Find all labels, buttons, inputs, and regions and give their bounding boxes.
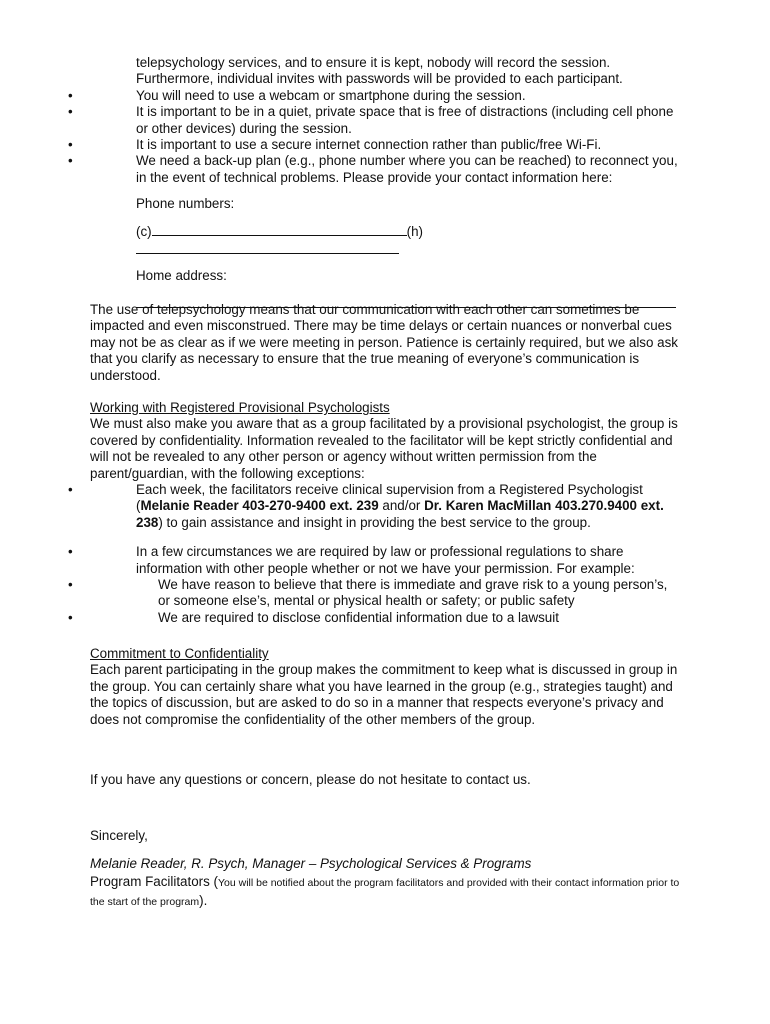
list-item: • You will need to use a webcam or smartphone during the session. xyxy=(90,88,682,104)
phone-fields-row xyxy=(136,223,682,258)
sub-list-item: • We are required to disclose confidential information due to a lawsuit xyxy=(90,610,682,626)
list-item: • It is important to use a secure internet connection rather than public/free Wi-Fi. xyxy=(90,137,682,153)
home-phone-label: (h) xyxy=(406,224,423,240)
telepsychology-paragraph: The use of telepsychology means that our communication with each other can sometimes be impacted and even misconstrued. There may be time delays or certain nuances or nonverbal cues may not be as clear as if we were meeting in person. Patience is certainly required, but we also ask that you clarify as necessary to ensure that the true meaning of everyone’s communication is understood. xyxy=(90,302,678,383)
list-item-supervision: • Each week, the facilitators receive clinical supervision from a Registered Psychologist (Melanie Reader 403-270-9400 ext. 239 and/or Dr. Karen MacMillan 403.270.9400 ext. 238) to gain assistance and insight in providing the best service to the group. xyxy=(90,482,682,531)
closing-salutation: Sincerely, xyxy=(90,828,148,843)
sub-list-item: • We have reason to believe that there is immediate and grave risk to a young person’s, or someone else’s, mental or physical health or safety; or public safety xyxy=(90,577,682,610)
section-heading: Working with Registered Provisional Psychologists xyxy=(90,400,390,415)
provisional-psychologists-section xyxy=(90,400,682,626)
signature-line: Melanie Reader, R. Psych, Manager – Psychological Services & Programs xyxy=(90,856,532,871)
list-item: • It is important to be in a quiet, private space that is free of distractions (including cell phone or other devices) during the session. xyxy=(90,104,682,137)
telepsychology-requirements-list xyxy=(90,55,682,186)
section-body: We must also make you aware that as a group facilitated by a provisional psychologist, the group is covered by confidentiality. Information revealed to the facilitator will be kept strictly confidential and will not be revealed to any other person or agency without written permission from the parent/guardian, with the following exceptions: xyxy=(90,416,678,481)
contact-form xyxy=(90,196,682,312)
section-heading: Commitment to Confidentiality xyxy=(90,646,269,661)
questions-paragraph: If you have any questions or concern, please do not hesitate to contact us. xyxy=(90,772,531,787)
program-facilitators-note: Program Facilitators (You will be notified about the program facilitators and provided with their contact information prior to the start of the program). xyxy=(90,874,680,908)
home-address-label: Home address: xyxy=(136,268,227,284)
contact-melanie-reader: Melanie Reader 403-270-9400 ext. 239 xyxy=(140,498,379,514)
contact-karen-macmillan: Dr. Karen MacMillan 403.270.9400 ext. 238 xyxy=(136,498,664,530)
exceptions-list xyxy=(90,482,682,626)
cell-phone-label: (c) xyxy=(136,224,152,240)
list-item: • We need a back-up plan (e.g., phone number where you can be reached) to reconnect you, in the event of technical problems. Please provide your contact information here: xyxy=(90,153,682,186)
phone-numbers-label: Phone numbers: xyxy=(136,196,235,211)
cell-phone-field[interactable] xyxy=(152,223,407,236)
list-item-law: • In a few circumstances we are required by law or professional regulations to share information with other people whether or not we have your permission. For example: xyxy=(90,544,682,577)
commitment-section xyxy=(90,646,682,728)
home-phone-field[interactable] xyxy=(136,241,399,254)
section-body: Each parent participating in the group makes the commitment to keep what is discussed in group in the group. You can certainly share what you have learned in the group (e.g., strategies taught) and the topics of discussion, but are asked to do so in a manner that respects everyone’s privacy and does not compromise the confidentiality of the other members of the group. xyxy=(90,662,678,727)
list-item-continued: telepsychology services, and to ensure it is kept, nobody will record the session. Furthermore, individual invites with passwords will be provided to each participant. xyxy=(136,55,623,87)
